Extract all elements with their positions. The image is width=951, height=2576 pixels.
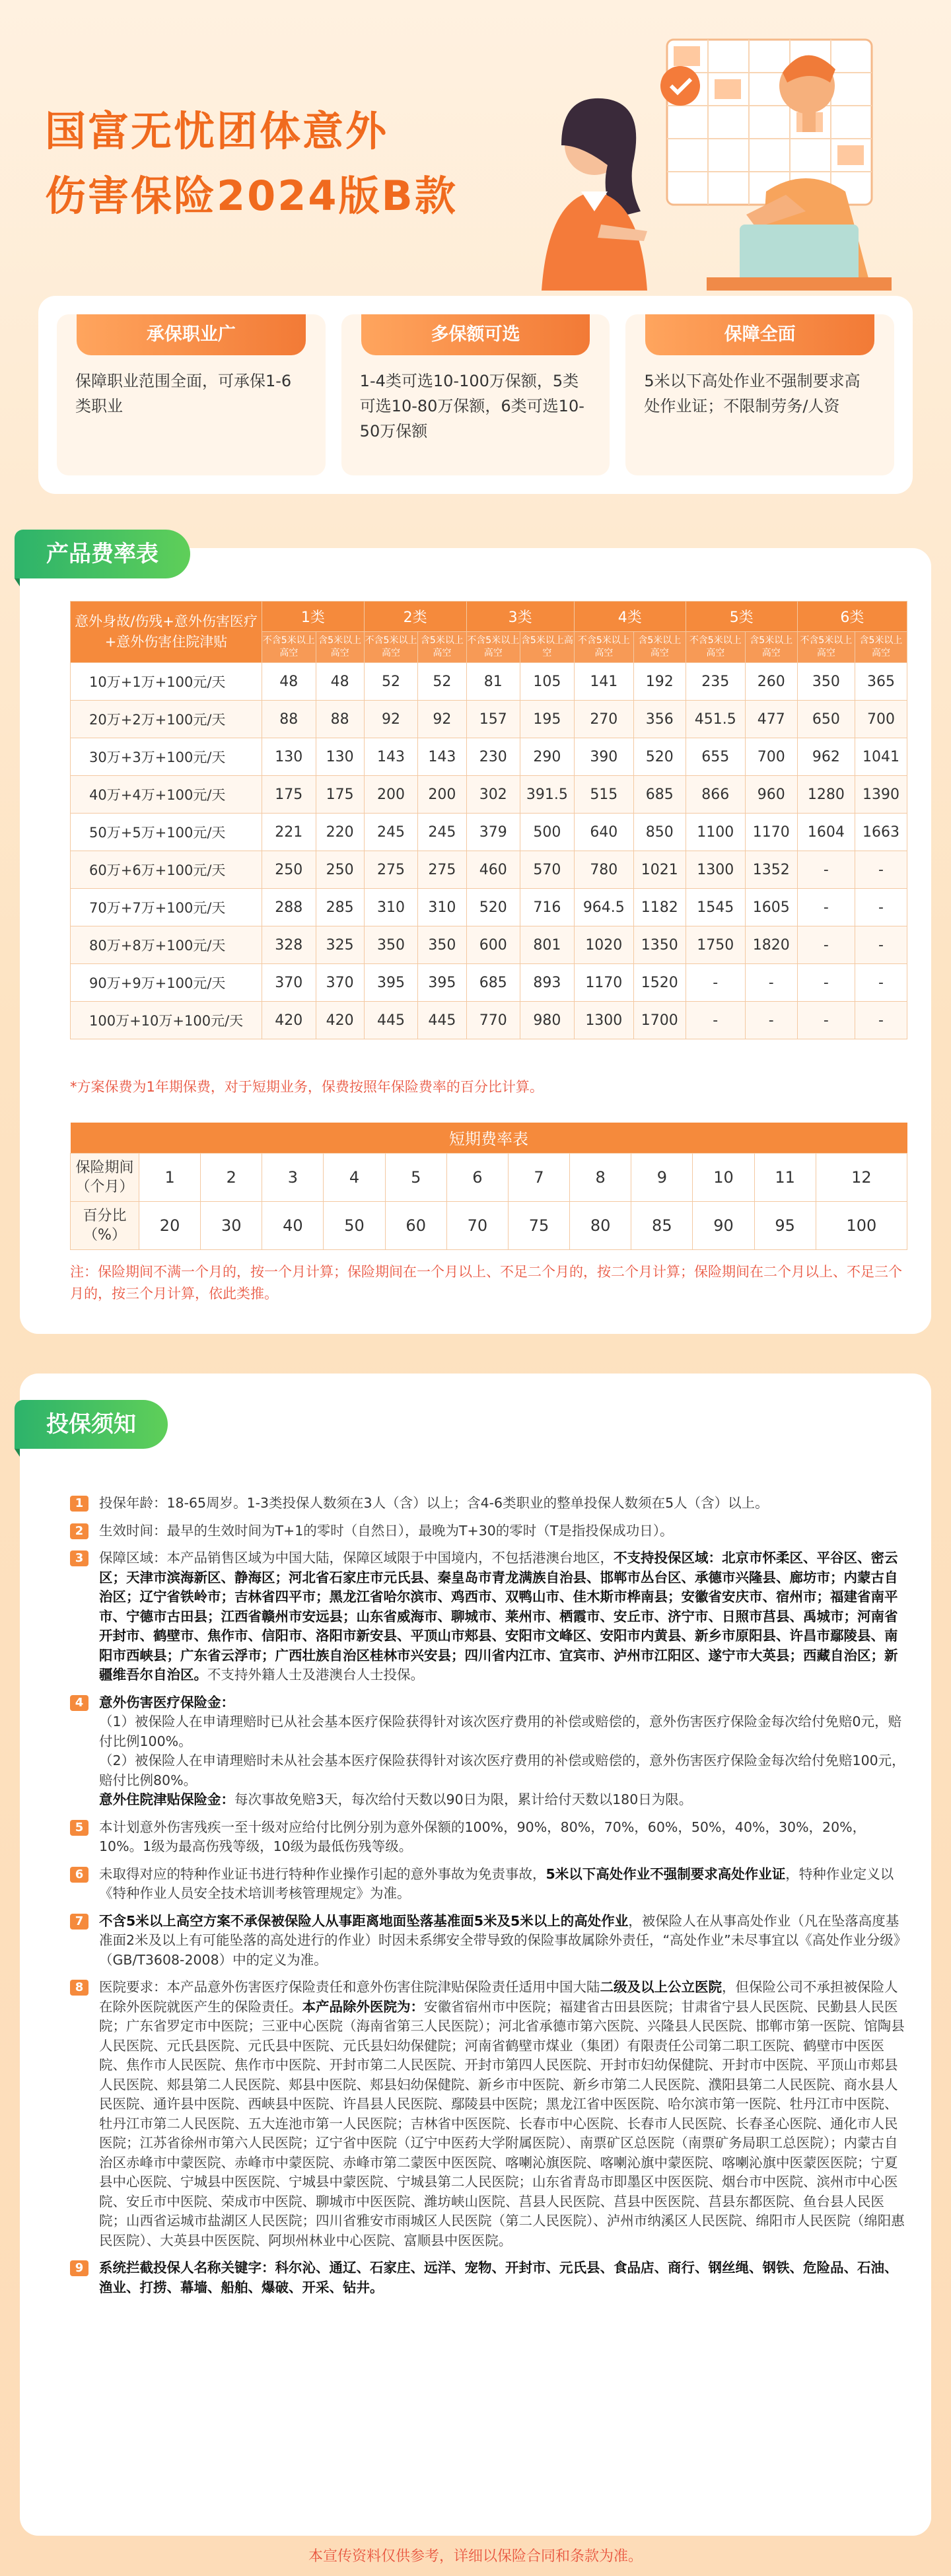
feature-card [625,314,894,475]
premium-cell: 1020 [574,926,633,964]
premium-cell: 960 [745,776,797,814]
premium-cell: 350 [364,926,418,964]
notice-item: 7 不含5米以上高空方案不承保被保险人从事距离地面坠落基准面5米及5米以上的高处作业，被保险人在从事高处作业（凡在坠落高度基准面2米及以上有可能坠落的高处进行的作业）时因未系绑安全带导致的保险事故属除外责任，“高处作业”未尽事宜以《高处作业分级》（GB/T3608-2008）中的定义为准。 [70,1912,907,1970]
premium-cell: 88 [262,701,316,738]
rate-section-content [20,548,931,1334]
premium-cell: 964.5 [574,889,633,926]
premium-cell: 1605 [745,889,797,926]
notice-item: 6 未取得对应的特种作业证书进行特种作业操作引起的意外事故为免责事故，5米以下高处作业不强制要求高处作业证，特种作业定义以《特种作业人员安全技术培训考核管理规定》为准。 [70,1865,907,1904]
premium-cell: 600 [466,926,520,964]
period-cell: 2 [201,1153,262,1201]
hero-title [45,99,458,228]
premium-cell: 570 [520,851,575,889]
plan-label: 100万+10万+100元/天 [71,1002,262,1039]
premium-cell: 1750 [686,926,745,964]
footer-disclaimer: 本宣传资料仅供参考，详细以保险合同和条款为准。 [308,2548,643,2565]
feature-title: 多保额可选 [361,314,590,355]
feature-panel [38,296,913,494]
premium-cell: - [855,1002,907,1039]
period-cell: 7 [508,1153,569,1201]
premium-cell: 716 [520,889,575,926]
premium-cell: 48 [262,663,316,701]
premium-cell: 1520 [633,964,686,1002]
period-cell: 8 [570,1153,631,1201]
premium-cell: 1545 [686,889,745,926]
premium-cell: 1350 [633,926,686,964]
item-number: 9 [70,2260,88,2276]
premium-cell: 445 [418,1002,466,1039]
premium-cell: 893 [520,964,575,1002]
premium-cell: 395 [418,964,466,1002]
premium-cell: 130 [316,738,364,776]
premium-cell: 520 [633,738,686,776]
premium-cell: 1170 [574,964,633,1002]
rate-row [71,1002,907,1039]
item-number: 8 [70,1980,88,1996]
premium-cell: 325 [316,926,364,964]
hero-banner [0,0,951,291]
premium-cell: 175 [262,776,316,814]
premium-cell: 1100 [686,814,745,851]
rate-section-tab: 产品费率表 [15,530,190,578]
premium-cell: 200 [418,776,466,814]
premium-cell: - [686,1002,745,1039]
rate-table [70,601,907,1039]
notice-section-tab: 投保须知 [15,1400,168,1449]
premium-cell: 650 [797,701,855,738]
premium-cell: 379 [466,814,520,851]
premium-cell: 1280 [797,776,855,814]
notice-item: 1 投保年龄：18-65周岁。1-3类投保人数须在3人（含）以上；含4-6类职业的整单投保人数须在5人（含）以上。 [70,1494,907,1514]
class-header: 1类 [262,602,365,632]
rate-row [71,889,907,926]
premium-cell: 420 [316,1002,364,1039]
premium-cell: 200 [364,776,418,814]
premium-cell: 962 [797,738,855,776]
premium-cell: 866 [686,776,745,814]
percent-cell: 85 [631,1201,693,1249]
premium-cell: 310 [418,889,466,926]
premium-cell: 1021 [633,851,686,889]
percent-cell: 75 [508,1201,569,1249]
premium-cell: 350 [418,926,466,964]
period-cell: 9 [631,1153,693,1201]
premium-cell: 221 [262,814,316,851]
premium-cell: 275 [418,851,466,889]
period-label: 保险期间（个月） [71,1153,139,1201]
premium-cell: 420 [262,1002,316,1039]
premium-cell: 143 [364,738,418,776]
class-header: 3类 [466,602,574,632]
premium-cell: 1663 [855,814,907,851]
subheader-with-height: 含5米以上高空 [855,632,907,663]
percent-cell: 60 [385,1201,446,1249]
premium-cell: 520 [466,889,520,926]
rate-note: *方案保费为1年期保费，对于短期业务，保费按照年保险费率的百分比计算。 [70,1079,544,1095]
notice-item: 2 生效时间：最早的生效时间为T+1的零时（自然日），最晚为T+30的零时（T是指投保成功日）。 [70,1521,907,1541]
period-cell: 1 [139,1153,201,1201]
premium-cell: - [855,926,907,964]
premium-cell: 130 [262,738,316,776]
subheader-no-height: 不含5米以上高空 [364,632,418,663]
item-number: 5 [70,1820,88,1836]
premium-cell: 801 [520,926,575,964]
notice-item: 4 意外伤害医疗保险金： （1）被保险人在申请理赔时已从社会基本医疗保险获得针对该次医疗费用的补偿或赔偿的，意外伤害医疗保险金每次给付免赔0元，赔付比例100%。 （2）被保险人在申请理赔时未从社会基本医疗保险获得针对该次医疗费用的补偿或赔偿的，意外伤害医疗保险金每次给付免赔100元，赔付比例80%。 意外住院津贴保险金：每次事故免赔3天，每次给付天数以90日为限，累计给付天数以180日为限。 [70,1693,907,1810]
premium-cell: 285 [316,889,364,926]
percent-cell: 20 [139,1201,201,1249]
premium-cell: 192 [633,663,686,701]
premium-cell: - [855,964,907,1002]
item-number: 7 [70,1914,88,1930]
rate-row [71,776,907,814]
premium-cell: 500 [520,814,575,851]
premium-cell: 640 [574,814,633,851]
premium-cell: 1390 [855,776,907,814]
premium-cell: 515 [574,776,633,814]
premium-cell: 700 [855,701,907,738]
item-number: 4 [70,1695,88,1711]
notice-item: 8 医院要求：本产品意外伤害医疗保险责任和意外伤害住院津贴保险责任适用中国大陆二级及以上公立医院，但保险公司不承担被保险人在除外医院就医产生的保险责任。本产品除外医院为：安徽省宿州市中医院；福建省古田县医院；甘肃省宁县人民医院、民勤县人民医院；广东省罗定市中医院；三亚中心医院（海南省第三人民医院）；河北省承德市第六医院、兴隆县人民医院、邯郸市第一医院、馆陶县人民医院、元氏县医院、元氏县中医院、元氏县妇幼保健院；河南省鹤壁市煤业（集团）有限责任公司第二职工医院、鹤壁市中医医院、焦作市人民医院、焦作市中医院、开封市第二人民医院、开封市第四人民医院、开封市妇幼保健院、开封市中医院、平顶山市郏县人民医院、郏县第二人民医院、郏县中医院、郏县妇幼保健院、新乡市中医院、新乡市第二人民医院、濮阳县第二人民医院、商水县人民医院、通许县中医院、西峡县中医院、许昌县人民医院、鄢陵县中医院；黑龙江省中医医院、哈尔滨市第一医院、牡丹江市中医院、牡丹江市第二人民医院、五大连池市第一人民医院；吉林省中医医院、长春市中心医院、长春市人民医院、长春圣心医院、通化市人民医院；江苏省徐州市第六人民医院；辽宁省中医院（辽宁中医药大学附属医院）、南票矿区总医院（南票矿务局职工总医院）；内蒙古自治区赤峰市中蒙医院、赤峰市中蒙医院、赤峰市第二蒙医中医医院、喀喇沁旗医院、喀喇沁旗中蒙医院、喀喇沁旗中医蒙医医院；宁夏县中心医院、宁城县中医医院、宁城县中蒙医院、宁城县第二人民医院；山东省青岛市即墨区中医医院、烟台市中医院、滨州市中心医院、安丘市中医院、荣成市中医院、聊城市中医医院、潍坊峡山医院、莒县人民医院、莒县中医医院、莒县东都医院、鱼台县人民医院；山西省运城市盐湖区人民医院；四川省雅安市雨城区人民医院（第二人民医院）、泸州市纳溪区人民医院、绵阳市人民医院（绵阳惠民医院）、大英县中医医院、阿坝州林业中心医院、富顺县中医医院。 [70,1978,907,2250]
premium-cell: 141 [574,663,633,701]
subheader-with-height: 含5米以上高空 [633,632,686,663]
premium-cell: 88 [316,701,364,738]
premium-cell: 350 [797,663,855,701]
premium-cell: 477 [745,701,797,738]
premium-cell: 92 [418,701,466,738]
premium-cell: - [797,851,855,889]
premium-cell: 52 [418,663,466,701]
premium-cell: - [797,889,855,926]
premium-cell: 451.5 [686,701,745,738]
plan-label: 70万+7万+100元/天 [71,889,262,926]
rate-row [71,926,907,964]
hero-title-line1: 国富无忧团体意外 [45,107,389,155]
class-header: 2类 [364,602,466,632]
premium-cell: 370 [262,964,316,1002]
premium-cell: 460 [466,851,520,889]
premium-cell: 250 [316,851,364,889]
feature-title: 保障全面 [645,314,874,355]
notice-item: 9 系统拦截投保人名称关键字：科尔沁、通辽、石家庄、远洋、宠物、开封市、元氏县、食品店、商行、钢丝绳、钢铁、危险品、石油、渔业、打捞、幕墙、船舶、爆破、开采、钻井。 [70,2258,907,2297]
percent-label: 百分比（%） [71,1201,139,1249]
premium-cell: 81 [466,663,520,701]
percent-cell: 80 [570,1201,631,1249]
hero-title-line2: 伤害保险2024版B款 [45,172,458,220]
premium-cell: 395 [364,964,418,1002]
premium-cell: 260 [745,663,797,701]
feature-card [341,314,610,475]
plan-label: 90万+9万+100元/天 [71,964,262,1002]
premium-cell: 1700 [633,1002,686,1039]
notice-list [70,1494,907,2305]
period-cell: 12 [816,1153,907,1201]
short-note: 注：保险期间不满一个月的，按一个月计算；保险期间在一个月以上、不足二个月的，按二个月计算；保险期间在二个月以上、不足三个月的，按三个月计算，依此类推。 [70,1264,902,1302]
premium-cell: 250 [262,851,316,889]
premium-cell: 105 [520,663,575,701]
premium-cell: 1041 [855,738,907,776]
period-cell: 6 [446,1153,508,1201]
premium-cell: 1182 [633,889,686,926]
percent-cell: 40 [262,1201,324,1249]
percent-cell: 95 [754,1201,816,1249]
rate-row [71,814,907,851]
percent-cell: 100 [816,1201,907,1249]
premium-cell: 980 [520,1002,575,1039]
class-header: 4类 [574,602,686,632]
premium-cell: 850 [633,814,686,851]
percent-cell: 50 [324,1201,385,1249]
premium-cell: 655 [686,738,745,776]
premium-cell: 270 [574,701,633,738]
premium-cell: 685 [633,776,686,814]
premium-cell: 780 [574,851,633,889]
premium-cell: - [745,1002,797,1039]
office-workers-illustration [502,26,925,291]
premium-cell: - [686,964,745,1002]
period-cell: 4 [324,1153,385,1201]
premium-cell: 700 [745,738,797,776]
subheader-no-height: 不含5米以上高空 [262,632,316,663]
feature-body: 保障职业范围全面，可承保1-6类职业 [75,372,292,415]
premium-cell: 328 [262,926,316,964]
premium-cell: 275 [364,851,418,889]
rate-row [71,663,907,701]
period-cell: 10 [693,1153,754,1201]
premium-cell: 48 [316,663,364,701]
subheader-no-height: 不含5米以上高空 [797,632,855,663]
notice-section [20,1374,931,2536]
premium-cell: 195 [520,701,575,738]
premium-cell: 770 [466,1002,520,1039]
subheader-with-height: 含5米以上高空 [520,632,575,663]
feature-card [57,314,326,475]
rate-row [71,851,907,889]
subheader-no-height: 不含5米以上高空 [686,632,745,663]
premium-cell: 356 [633,701,686,738]
premium-cell: - [797,964,855,1002]
premium-cell: 235 [686,663,745,701]
premium-cell: 391.5 [520,776,575,814]
premium-cell: 1820 [745,926,797,964]
premium-cell: 1352 [745,851,797,889]
percent-cell: 30 [201,1201,262,1249]
subheader-no-height: 不含5米以上高空 [466,632,520,663]
subheader-no-height: 不含5米以上高空 [574,632,633,663]
premium-cell: 245 [418,814,466,851]
rate-row [71,738,907,776]
item-number: 3 [70,1550,88,1566]
premium-cell: 370 [316,964,364,1002]
period-cell: 5 [385,1153,446,1201]
feature-body: 5米以下高处作业不强制要求高处作业证；不限制劳务/人资 [644,372,861,415]
item-number: 6 [70,1867,88,1883]
rate-table-corner: 意外身故/伤残+意外伤害医疗+意外伤害住院津贴 [71,602,262,663]
premium-cell: 92 [364,701,418,738]
plan-label: 20万+2万+100元/天 [71,701,262,738]
rate-row [71,964,907,1002]
notice-item: 3 保障区域：本产品销售区域为中国大陆，保障区域限于中国境内，不包括港澳台地区，不支持投保区域：北京市怀柔区、平谷区、密云区；天津市滨海新区、静海区；河北省石家庄市元氏县、秦皇岛市青龙满族自治县、邯郸市丛台区、承德市兴隆县、廊坊市；内蒙古自治区；辽宁省铁岭市；吉林省四平市；黑龙江省哈尔滨市、鸡西市、双鸭山市、佳木斯市桦南县；安徽省安庆市、宿州市；福建省南平市、宁德市古田县；江西省赣州市安远县；山东省威海市、聊城市、莱州市、栖霞市、安丘市、济宁市、日照市莒县、禹城市；河南省开封市、鹤壁市、焦作市、信阳市、洛阳市新安县、平顶山市郏县、安阳市文峰区、安阳市内黄县、新乡市原阳县、许昌市鄢陵县、南阳市西峡县；广东省云浮市；广西壮族自治区桂林市兴安县；四川省内江市、宜宾市、泸州市江阳区、遂宁市大英县；西藏自治区；新疆维吾尔自治区。不支持外籍人士及港澳台人士投保。 [70,1549,907,1685]
percent-cell: 90 [693,1201,754,1249]
premium-cell: 290 [520,738,575,776]
premium-cell: 1300 [686,851,745,889]
subheader-with-height: 含5米以上高空 [316,632,364,663]
premium-cell: 245 [364,814,418,851]
class-header: 6类 [797,602,907,632]
premium-cell: 143 [418,738,466,776]
premium-cell: 365 [855,663,907,701]
plan-label: 80万+8万+100元/天 [71,926,262,964]
plan-label: 50万+5万+100元/天 [71,814,262,851]
premium-cell: 230 [466,738,520,776]
plan-label: 40万+4万+100元/天 [71,776,262,814]
premium-cell: - [797,1002,855,1039]
premium-cell: 685 [466,964,520,1002]
rate-row [71,701,907,738]
subheader-with-height: 含5米以上高空 [745,632,797,663]
plan-label: 30万+3万+100元/天 [71,738,262,776]
class-header: 5类 [686,602,797,632]
premium-cell: - [745,964,797,1002]
premium-cell: 390 [574,738,633,776]
premium-cell: 52 [364,663,418,701]
premium-cell: 310 [364,889,418,926]
premium-cell: 220 [316,814,364,851]
plan-label: 60万+6万+100元/天 [71,851,262,889]
premium-cell: 288 [262,889,316,926]
percent-cell: 70 [446,1201,508,1249]
premium-cell: - [797,926,855,964]
premium-cell: 445 [364,1002,418,1039]
plan-label: 10万+1万+100元/天 [71,663,262,701]
short-rate-table [70,1123,907,1250]
subheader-with-height: 含5米以上高空 [418,632,466,663]
premium-cell: 1170 [745,814,797,851]
feature-body: 1-4类可选10-100万保额，5类可选10-80万保额，6类可选10-50万保额 [359,372,584,440]
short-table-title: 短期费率表 [71,1123,907,1153]
item-number: 1 [70,1496,88,1512]
premium-cell: - [855,889,907,926]
premium-cell: - [855,851,907,889]
premium-cell: 1300 [574,1002,633,1039]
premium-cell: 302 [466,776,520,814]
premium-cell: 1604 [797,814,855,851]
feature-title: 承保职业广 [77,314,306,355]
premium-cell: 175 [316,776,364,814]
notice-item: 5 本计划意外伤害残疾一至十级对应给付比例分别为意外保额的100%，90%，80%，70%，60%，50%，40%，30%，20%，10%。1级为最高伤残等级，10级为最低伤残等级。 [70,1818,907,1857]
premium-cell: 157 [466,701,520,738]
period-cell: 3 [262,1153,324,1201]
item-number: 2 [70,1523,88,1539]
period-cell: 11 [754,1153,816,1201]
